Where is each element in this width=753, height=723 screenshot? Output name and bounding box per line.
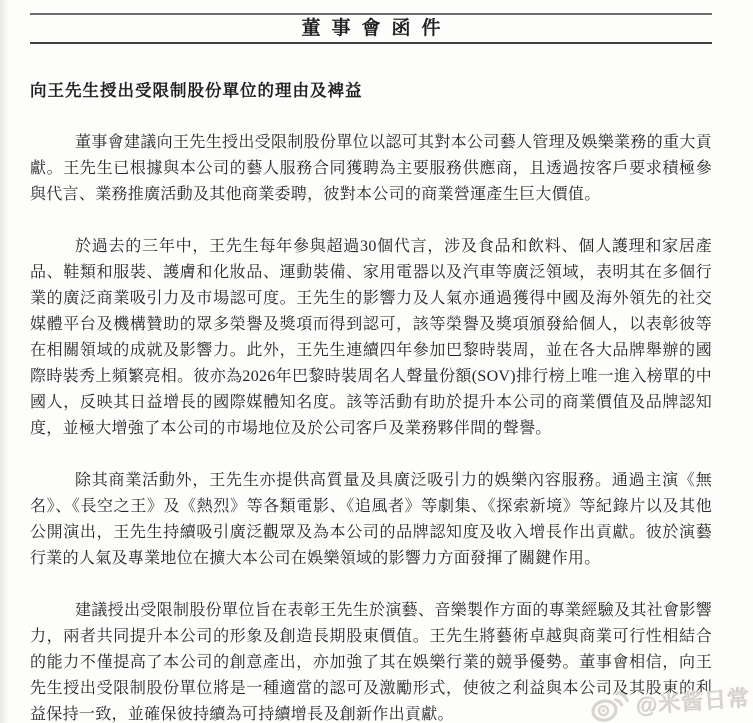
watermark-handle: @米酱日常	[634, 684, 751, 718]
header-rule-bottom	[30, 42, 712, 44]
paragraph-2: 於過去的三年中，王先生每年參與超過30個代言，涉及食品和飲料、個人護理和家居產品、鞋類和服裝、護膚和化妝品、運動裝備、家用電器以及汽車等廣泛領域，表明其在多個行業的廣泛商業吸引力及市場認可度。王先生的影響力及人氣亦通過獲得中國及海外領先的社交媒體平台及機構贊助的眾多榮譽及獎項而得到認可，該等榮譽及獎項頒發給個人，以表彰彼等在相關領域的成就及影響力。此外，王先生連續四年參加巴黎時裝周，並在各大品牌舉辦的國際時裝秀上頻繁亮相。彼亦為2026年巴黎時裝周名人聲量份額(SOV)排行榜上唯一進入榜單的中國人，反映其日益增長的國際媒體知名度。該等活動有助於提升本公司的商業價值及品牌認知度，並極大增強了本公司的市場地位及於公司客戶及業務夥伴間的聲譽。	[30, 238, 712, 437]
section-heading: 向王先生授出受限制股份單位的理由及裨益	[30, 81, 363, 100]
paragraph-1: 董事會建議向王先生授出受限制股份單位以認可其對本公司藝人管理及娛樂業務的重大貢獻。王先生已根據與本公司的藝人服務合同獲聘為主要服務供應商，且透過按客戶要求積極參與代言、業務推廣活動及其他商業委聘，彼對本公司的商業營運產生巨大價值。	[30, 134, 712, 203]
weibo-logo-icon	[588, 688, 632, 723]
paragraph-4: 建議授出受限制股份單位旨在表彰王先生於演藝、音樂製作方面的專業經驗及其社會影響力，兩者共同提升本公司的形象及創造長期股東價值。王先生將藝術卓越與商業可行性相結合的能力不僅提高了本公司的創意產出，亦加強了其在娛樂行業的競爭優勢。董事會相信，向王先生授出受限制股份單位將是一種適當的認可及激勵形式，使彼之利益與本公司及其股東的利益保持一致，並確保彼持續為可持續增長及創新作出貢獻。	[30, 602, 712, 723]
page-title: 董事會函件	[301, 18, 452, 39]
letter-body	[30, 130, 712, 723]
page-edge-shadow	[0, 0, 9, 723]
paragraph-3: 除其商業活動外，王先生亦提供高質量及具廣泛吸引力的娛樂內容服務。通過主演《無名》、《長空之王》及《熱烈》等各類電影、《追風者》等劇集、《探索新境》等紀錄片以及其他公開演出，王先生持續吸引廣泛觀眾及為本公司的品牌認知度及收入增長作出貢獻。彼於演藝行業的人氣及專業地位在擴大本公司在娛樂領域的影響力方面發揮了關鍵作用。	[30, 472, 712, 567]
board-letter	[30, 13, 712, 723]
